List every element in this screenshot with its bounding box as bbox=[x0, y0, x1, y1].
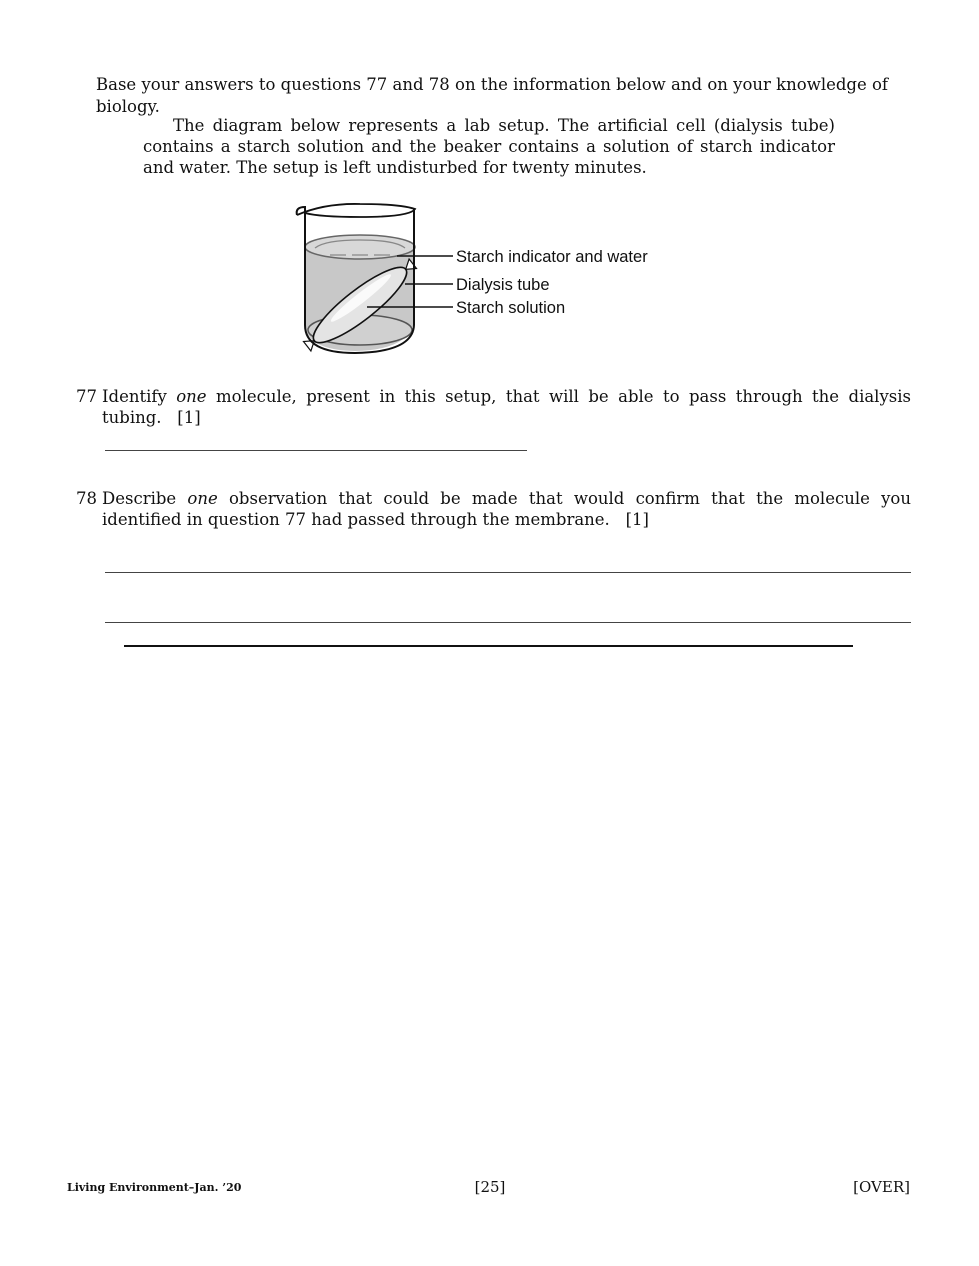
question-emphasis: one bbox=[176, 387, 207, 406]
section-divider bbox=[124, 645, 853, 647]
label-dialysis-tube: Dialysis tube bbox=[456, 276, 550, 294]
footer-over: [OVER] bbox=[853, 1178, 910, 1196]
info-paragraph: The diagram below represents a lab setup. The artificial cell (dialysis tube) contains a starch solution and the beaker contains a solution of starch indicator and water. The setup is left undisturbed for twenty minutes. bbox=[143, 116, 835, 177]
beaker-diagram-svg bbox=[285, 195, 685, 365]
question-number: 78 bbox=[76, 489, 97, 508]
credit-value: [1] bbox=[625, 510, 649, 529]
question-text-start: Identify bbox=[102, 387, 177, 406]
answer-line-77[interactable] bbox=[105, 450, 527, 451]
question-text-start: Describe bbox=[102, 489, 188, 508]
question-emphasis: one bbox=[187, 489, 218, 508]
question-text-end: observation that could be made that would confirm that the molecule you identified in question 77 had passed through the membrane. bbox=[102, 489, 911, 529]
answer-line-78b[interactable] bbox=[105, 622, 911, 623]
answer-line-78a[interactable] bbox=[105, 572, 911, 573]
question-number: 77 bbox=[76, 387, 97, 406]
question-text-end: molecule, present in this setup, that will be able to pass through the dialysis tubing. bbox=[102, 387, 911, 427]
question-text bbox=[102, 488, 911, 530]
beaker-diagram bbox=[285, 195, 685, 365]
beaker-rim bbox=[297, 204, 415, 217]
label-indicator: Starch indicator and water bbox=[456, 248, 648, 266]
question-text bbox=[102, 386, 911, 428]
credit-value: [1] bbox=[177, 408, 201, 427]
intro-text: Base your answers to questions 77 and 78 on the information below and on your knowledge of biology. bbox=[96, 75, 889, 116]
footer-exam-name: Living Environment–Jan. ’20 bbox=[67, 1181, 242, 1194]
label-starch-solution: Starch solution bbox=[456, 299, 566, 317]
page-number: [25] bbox=[474, 1178, 506, 1196]
